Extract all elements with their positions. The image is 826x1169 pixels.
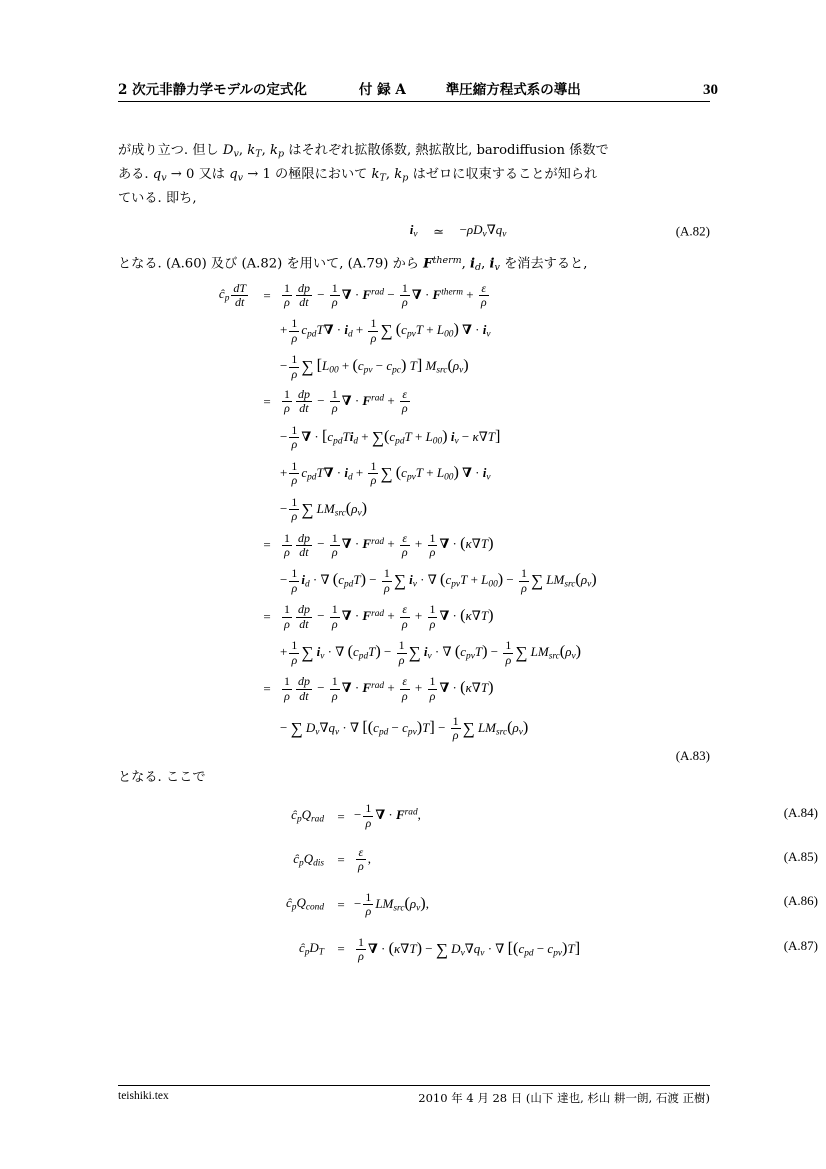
paragraph-2: となる. (A.60) 及び (A.82) を用いて, (A.79) から $F^{therm}$, $i_d$, $i_v$ を消去すると, xyxy=(118,255,588,274)
document-body xyxy=(118,140,818,964)
a83-rhs-5: − $\frac{1}{\rho}$ ∇ · $[c_{pd}Ti_d + \sum(c_{pd}T + L_{00}) i_v - \kappa\nabla T]$ xyxy=(280,422,501,452)
equation-a84-tag: (A.84) xyxy=(783,805,818,821)
a83-rhs-10: $\frac{1}{\rho}$ $\frac{dp}{dt}$ − $\frac{1}{\rho}$ ∇ · $F^{rad}$ + $\frac{\varepsilon}{\rho}$ + $\frac{1}{\rho}$ ∇ · (κ∇T) xyxy=(284,602,494,631)
a86-rhs: − $\frac{1}{\rho}$ $LM_{src}(\rho_v)$, (A.86) xyxy=(354,889,818,919)
a83-rhs-2: + $\frac{1}{\rho}$ $c_{pd}T\nabla \cdot i_d$ + $\frac{1}{\rho}$ ∑ $(c_{pv}T + L_{00})$ ∇ · $i_v$ xyxy=(280,316,491,345)
a83-rhs-3: − $\frac{1}{\rho}$ ∑ [$L_{00} + (c_{pv} - c_{pc})$ T] $M_{src}(\rho_v)$ xyxy=(280,352,469,381)
equation-a83-tag: (A.83) xyxy=(675,747,710,763)
a83-rhs-7: − $\frac{1}{\rho}$ ∑ $LM_{src}(\rho_v)$ xyxy=(280,494,368,524)
a83-rhs-1: $\frac{1}{\rho}$ $\frac{dp}{dt}$ − $\frac{1}{\rho}$ ∇ · $F^{rad}$ − $\frac{1}{\rho}$ ∇ · $F^{therm}$ + $\frac{\varepsilon}{\rho}$ xyxy=(284,280,487,309)
a83-rhs-13: − ∑ $D_v\nabla q_v$ · ∇ $[(c_{pd} - c_{pv})T]$ − $\frac{1}{\rho}$ ∑ $LM_{src}(\rho_v)$ xyxy=(280,714,529,743)
equation-a86-tag: (A.86) xyxy=(783,892,818,908)
a86-rel: = xyxy=(337,896,345,912)
a86-lhs: $ĉ_pQ_{cond}$ xyxy=(285,895,324,913)
header-section: 2 次元非静力学モデルの定式化 xyxy=(118,82,307,98)
equation-a82-content: $i_v$ ≃ $-\rho D_v\nabla q_v$ xyxy=(409,222,507,241)
paragraph-3: となる. ここで xyxy=(118,769,206,785)
a84-rel: = xyxy=(337,808,345,824)
a84-lhs: $ĉ_pQ_{rad}$ xyxy=(291,807,324,825)
header-rule xyxy=(118,101,710,102)
footer-filename: teishiki.tex xyxy=(118,1090,169,1102)
equations-a84-a87 xyxy=(178,801,818,964)
a83-rhs-12: $\frac{1}{\rho}$ $\frac{dp}{dt}$ − $\frac{1}{\rho}$ ∇ · $F^{rad}$ + $\frac{\varepsilon}{\rho}$ + $\frac{1}{\rho}$ ∇ · (κ∇T) xyxy=(284,674,494,703)
a87-lhs: $ĉ_pD_T$ xyxy=(298,940,324,958)
paragraph-1-line-2: ある. $q_v \to 0$ 又は $q_v \to 1$ の極限において $k_T$, $k_p$ はゼロに収束することが知られ xyxy=(118,167,598,184)
equation-a85-tag: (A.85) xyxy=(783,848,818,864)
a83-rhs-11: + $\frac{1}{\rho}$ ∑ $i_v$ · ∇ $(c_{pd}T)$ − $\frac{1}{\rho}$ ∑ $i_v$ · ∇ $(c_{pv}T)$ − $\frac{1}{\rho}$ ∑ $LM_{src}(\rho_v)$ xyxy=(280,638,582,667)
a87-rhs: $\frac{1}{\rho}$ ∇ · (κ∇T) − ∑ $D_v\nabla q_v$ · ∇ $[(c_{pd} - c_{pv})T]$ (A.87) xyxy=(358,934,818,964)
a83-rel-1: = xyxy=(263,287,271,303)
a83-lhs: $ĉ_p$ $\frac{dT}{dt}$ xyxy=(218,280,246,309)
a83-rhs-4: $\frac{1}{\rho}$ $\frac{dp}{dt}$ − $\frac{1}{\rho}$ ∇ · $F^{rad}$ + $\frac{\varepsilon}{\rho}$ xyxy=(284,387,408,416)
equation-a82-tag: (A.82) xyxy=(675,223,710,239)
a83-rhs-9: − $\frac{1}{\rho}$ $i_d$ · ∇ $(c_{pd}T)$ − $\frac{1}{\rho}$ ∑ $i_v$ · ∇ $(c_{pv}T + L_{00})$ − $\frac{1}{\rho}$ ∑ $LM_{src}(\rho_v)$ xyxy=(280,566,597,595)
equation-a83-align xyxy=(136,282,710,743)
a83-rhs-6: + $\frac{1}{\rho}$ $c_{pd}T\nabla \cdot i_d$ + $\frac{1}{\rho}$ ∑ $(c_{pv}T + L_{00})$ ∇ · $i_v$ xyxy=(280,458,491,488)
a83-rel-12: = xyxy=(263,680,271,696)
page-header xyxy=(118,78,718,99)
a85-rhs: $\frac{\varepsilon}{\rho}$ , (A.85) xyxy=(358,844,818,874)
equation-a87-tag: (A.87) xyxy=(783,937,818,953)
a83-rel-10: = xyxy=(263,609,271,625)
a83-rhs-8: $\frac{1}{\rho}$ $\frac{dp}{dt}$ − $\frac{1}{\rho}$ ∇ · $F^{rad}$ + $\frac{\varepsilon}{\rho}$ + $\frac{1}{\rho}$ ∇ · (κ∇T) xyxy=(284,530,494,559)
paragraph-1-line-1: が成り立つ. 但し $D_v$, $k_T$, $k_p$ はそれぞれ拡散係数, 熱拡散比, barodiffusion 係数で xyxy=(118,143,609,160)
footer-date-authors: 2010 年 4 月 28 日 (山下 達也, 杉山 耕一朗, 石渡 正樹) xyxy=(418,1091,710,1105)
header-appendix-title: 準圧縮方程式系の導出 xyxy=(445,82,581,98)
equation-a82 xyxy=(118,219,710,243)
a85-lhs: $ĉ_pQ_{dis}$ xyxy=(293,850,324,869)
a83-rel-4: = xyxy=(263,394,271,410)
a83-rel-8: = xyxy=(263,537,271,553)
header-appendix: 付 録 A xyxy=(358,82,406,98)
footer-rule xyxy=(118,1085,710,1086)
a87-rel: = xyxy=(337,941,345,957)
page-footer xyxy=(118,1090,710,1106)
equation-a83 xyxy=(118,282,710,765)
a84-rhs: − $\frac{1}{\rho}$ ∇ · $F^{rad}$, (A.84) xyxy=(354,801,818,830)
a85-rel: = xyxy=(337,852,345,868)
paragraph-1-line-3: ている. 即ち, xyxy=(118,191,197,207)
page-number: 30 xyxy=(703,82,718,98)
